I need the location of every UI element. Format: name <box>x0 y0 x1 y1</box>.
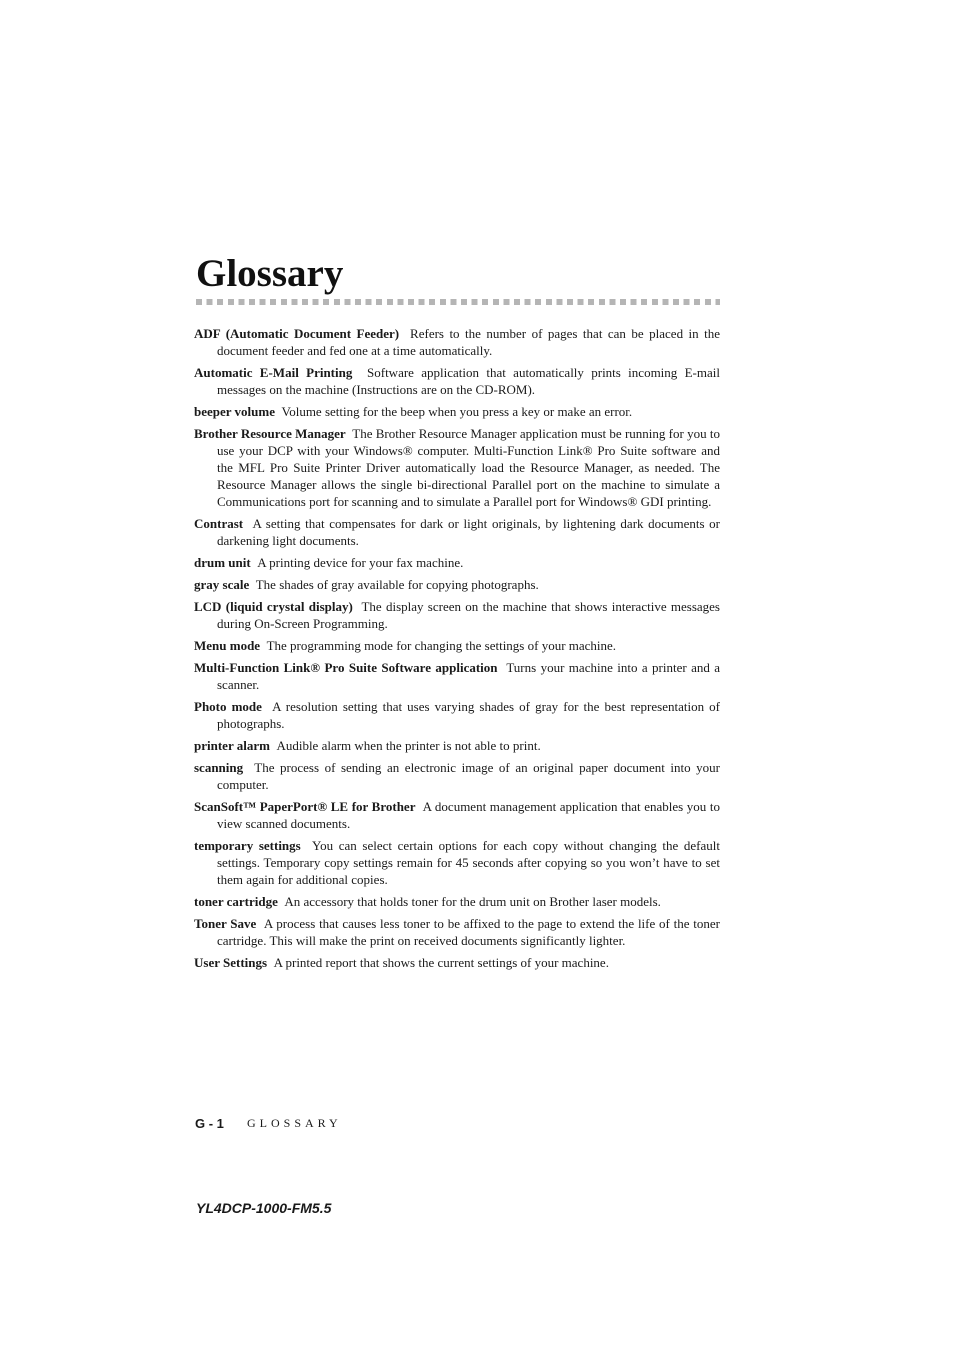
glossary-entry <box>194 637 720 654</box>
glossary-term: User Settings <box>194 955 268 970</box>
glossary-term: Brother Resource Manager <box>194 426 346 441</box>
glossary-term: gray scale <box>194 577 250 592</box>
glossary-term: Contrast <box>194 516 244 531</box>
glossary-definition: A printed report that shows the current settings of your machine. <box>273 955 609 970</box>
glossary-definition: Audible alarm when the printer is not able to print. <box>276 738 541 753</box>
page-number: G - 1 <box>195 1116 224 1131</box>
glossary-entry <box>194 325 720 359</box>
glossary-term: temporary settings <box>194 838 301 853</box>
glossary-entry <box>194 915 720 949</box>
glossary-entry <box>194 737 720 754</box>
glossary-term: LCD (liquid crystal display) <box>194 599 353 614</box>
glossary-term: toner cartridge <box>194 894 278 909</box>
glossary-entry <box>194 759 720 793</box>
glossary-definition: You can select certain options for each copy without changing the default settings. Temporary copy settings remain for 45 seconds after copying so you won’t have to set them again for additional copies. <box>217 838 720 887</box>
page-title: Glossary <box>196 252 344 295</box>
glossary-entry <box>194 698 720 732</box>
glossary-entry <box>194 837 720 888</box>
glossary-definition: Volume setting for the beep when you press a key or make an error. <box>281 404 633 419</box>
glossary-entry <box>194 403 720 420</box>
glossary-definition: Refers to the number of pages that can be placed in the document feeder and fed one at a time automatically. <box>217 326 721 358</box>
glossary-definition: Software application that automatically prints incoming E-mail messages on the machine (Instructions are on the CD-ROM). <box>217 365 720 397</box>
glossary-entry <box>194 425 720 510</box>
glossary-entry <box>194 576 720 593</box>
glossary-entry <box>194 364 720 398</box>
glossary-entry <box>194 659 720 693</box>
glossary-term: ScanSoft™ PaperPort® LE for Brother <box>194 799 416 814</box>
glossary-term: Photo mode <box>194 699 262 714</box>
glossary-entry <box>194 554 720 571</box>
glossary-term: printer alarm <box>194 738 270 753</box>
glossary-definition: A setting that compensates for dark or light originals, by lightening dark documents or darkening light documents. <box>217 516 721 548</box>
glossary-definition: The display screen on the machine that shows interactive messages during On-Screen Programming. <box>217 599 720 631</box>
glossary-term: Automatic E-Mail Printing <box>194 365 353 380</box>
glossary-term: scanning <box>194 760 244 775</box>
glossary-entry <box>194 893 720 910</box>
glossary-entry <box>194 515 720 549</box>
glossary-term: drum unit <box>194 555 251 570</box>
glossary-entry <box>194 954 720 971</box>
glossary-term: Toner Save <box>194 916 257 931</box>
glossary-list <box>194 325 720 976</box>
glossary-definition: A document management application that enables you to view scanned documents. <box>217 799 720 831</box>
glossary-definition: The shades of gray available for copying photographs. <box>255 577 539 592</box>
title-divider <box>196 299 720 305</box>
glossary-term: Multi-Function Link® Pro Suite Software application <box>194 660 498 675</box>
glossary-definition: An accessory that holds toner for the drum unit on Brother laser models. <box>284 894 661 909</box>
glossary-definition: A printing device for your fax machine. <box>257 555 464 570</box>
glossary-definition: Turns your machine into a printer and a scanner. <box>217 660 721 692</box>
glossary-definition: The programming mode for changing the settings of your machine. <box>266 638 617 653</box>
glossary-term: ADF (Automatic Document Feeder) <box>194 326 400 341</box>
glossary-definition: A resolution setting that uses varying shades of gray for the best representation of photographs. <box>217 699 720 731</box>
glossary-definition: The Brother Resource Manager application must be running for you to use your DCP with your Windows® computer. Multi-Function Link® Pro Suite software and the MFL Pro Suite Printer Driver automatically load the Resource Manager, as needed. The Resource Manager allows the single bi-directional Parallel port on the machine to simulate a Communications port for scanning and to simulate a Parallel port for Windows® GDI printing. <box>217 426 721 509</box>
footer-section-title: GLOSSARY <box>247 1116 342 1130</box>
glossary-term: beeper volume <box>194 404 275 419</box>
glossary-entry <box>194 798 720 832</box>
glossary-definition: A process that causes less toner to be affixed to the page to extend the life of the toner cartridge. This will make the print on received documents significantly lighter. <box>217 916 721 948</box>
document-code: YL4DCP-1000-FM5.5 <box>196 1200 332 1216</box>
glossary-entry <box>194 598 720 632</box>
glossary-term: Menu mode <box>194 638 261 653</box>
glossary-definition: The process of sending an electronic image of an original paper document into your computer. <box>217 760 721 792</box>
